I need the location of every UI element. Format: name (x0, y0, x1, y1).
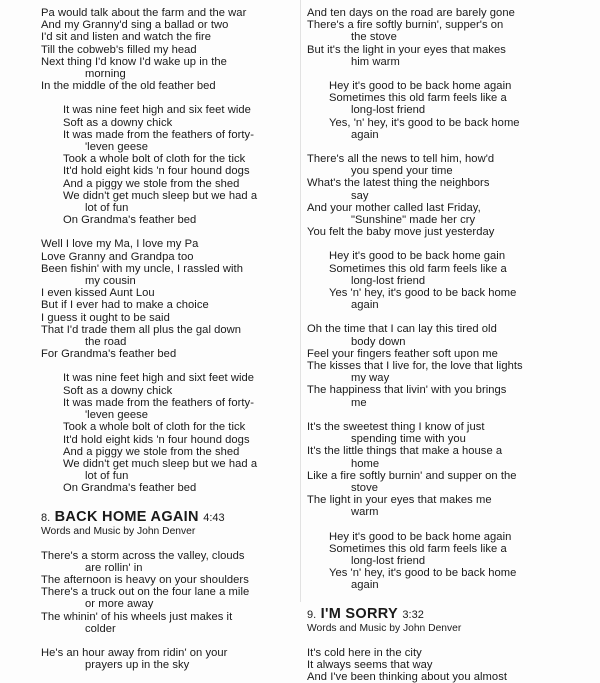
lyric-line: For Grandma's feather bed (41, 348, 177, 361)
lyric-line: Next thing I'd know I'd wake up in the (41, 55, 227, 68)
lyric-line: It always seems that way (307, 658, 433, 671)
lyric-line: There's a fire softly burnin', supper's on (307, 19, 504, 32)
lyric-line: There's a storm across the valley, clouds (41, 549, 245, 562)
lyric-line: again (351, 299, 379, 312)
stanza-gap (41, 226, 298, 238)
lyric-line: You felt the baby move just yesterday (307, 226, 495, 239)
lyric-line: On Grandma's feather bed (63, 214, 197, 227)
right-column (307, 7, 579, 683)
lyric-line: Took a whole bolt of cloth for the tick (63, 421, 246, 434)
lyric-line: Soft as a downy chick (63, 116, 173, 129)
song-9-title: I'M SORRY (320, 605, 398, 622)
song-9-credit: Words and Music by John Denver (307, 622, 462, 634)
lyric-line: Hey it's good to be back home gain (329, 250, 506, 263)
lyric-line: the road (85, 336, 127, 349)
back-home-again-lyrics-part-2 (307, 7, 579, 592)
lyric-line: Hey it's good to be back home again (329, 80, 512, 93)
stanza-gap (307, 238, 579, 250)
lyric-line: It's the little things that make a house a (307, 445, 503, 458)
lyric-line: It'd hold eight kids 'n four hound dogs (63, 165, 250, 178)
song-9-heading (307, 606, 579, 623)
song-8-heading (41, 509, 298, 526)
lyric-line: stove (351, 481, 378, 494)
lyric-line: And my Granny'd sing a ballad or two (41, 19, 229, 32)
lyric-line: And a piggy we stole from the shed (63, 445, 240, 458)
lyric-line: you spend your time (351, 165, 453, 178)
stanza-gap (307, 141, 579, 153)
lyric-line: prayers up in the sky (85, 659, 190, 672)
lyric-line: lot of fun (85, 202, 129, 215)
stanza-gap (41, 360, 298, 372)
lyric-line: Love Granny and Grandpa too (41, 250, 194, 263)
left-column (41, 7, 298, 671)
lyric-line: It was nine feet high and six feet wide (63, 104, 251, 117)
song-9-duration: 3:32 (402, 608, 424, 621)
lyric-line: Till the cobweb's filled my head (41, 43, 197, 56)
lyric-line: Sometimes this old farm feels like a (329, 92, 507, 105)
lyric-line: "Sunshine" made her cry (351, 214, 476, 227)
lyric-line: There's all the news to tell him, how'd (307, 153, 495, 166)
lyric-line: On Grandma's feather bed (63, 482, 197, 495)
lyric-line: But it's the light in your eyes that makes (307, 43, 506, 56)
lyric-line: 'leven geese (85, 141, 149, 154)
lyric-line: It's the sweetest thing I know of just (307, 420, 485, 433)
lyric-line: my way (351, 372, 390, 385)
lyric-line: again (351, 579, 379, 592)
lyric-line: It was made from the feathers of forty- (63, 128, 254, 141)
lyric-line: The light in your eyes that makes me (307, 494, 492, 507)
lyric-line: home (351, 457, 380, 470)
lyric-line: It's cold here in the city (307, 646, 422, 659)
lyric-line: Took a whole bolt of cloth for the tick (63, 153, 246, 166)
lyric-line: The kisses that I live for, the love that lights (307, 360, 523, 373)
lyric-line: lot of fun (85, 470, 129, 483)
lyric-line: warm (351, 506, 379, 519)
lyric-line: my cousin (85, 275, 136, 288)
lyric-line: The afternoon is heavy on your shoulders (41, 573, 249, 586)
lyric-line: say (351, 189, 369, 202)
song-8-number: 8. (41, 511, 51, 524)
lyric-line: long-lost friend (351, 274, 426, 287)
lyric-line: Yes 'n' hey, it's good to be back home (329, 287, 517, 300)
lyric-line: long-lost friend (351, 104, 426, 117)
lyric-line: long-lost friend (351, 554, 426, 567)
lyric-line: And a piggy we stole from the shed (63, 177, 240, 190)
lyric-line: It was made from the feathers of forty- (63, 396, 254, 409)
lyric-line: again (351, 128, 379, 141)
lyric-line: I even kissed Aunt Lou (41, 287, 155, 300)
lyric-line: body down (351, 335, 406, 348)
lyric-line: We didn't get much sleep but we had a (63, 457, 258, 470)
lyric-line: Been fishin' with my uncle, I rassled with (41, 262, 243, 275)
lyric-line: Yes 'n' hey, it's good to be back home (329, 567, 517, 580)
lyric-line: But if I ever had to make a choice (41, 299, 209, 312)
lyric-line: The whinin' of his wheels just makes it (41, 610, 233, 623)
lyric-line: 'leven geese (85, 409, 149, 422)
stanza-gap (307, 68, 579, 80)
song-8-title: BACK HOME AGAIN (54, 508, 199, 525)
lyric-line: There's a truck out on the four lane a mile (41, 586, 250, 599)
lyric-line: spending time with you (351, 433, 466, 446)
stanza-gap (307, 519, 579, 531)
lyric-line: That I'd trade them all plus the gal down (41, 323, 242, 336)
stanza-gap (41, 92, 298, 104)
song-9-number: 9. (307, 608, 317, 621)
lyric-line: Like a fire softly burnin' and supper on the (307, 469, 517, 482)
back-home-again-lyrics-part-1 (41, 550, 298, 672)
lyric-line: colder (85, 622, 116, 635)
lyric-line: him warm (351, 55, 400, 68)
lyric-line: Pa would talk about the farm and the war (41, 7, 247, 19)
lyric-line: Sometimes this old farm feels like a (329, 262, 507, 275)
lyric-line: Soft as a downy chick (63, 384, 173, 397)
lyric-line: What's the latest thing the neighbors (307, 177, 490, 190)
lyric-line: In the middle of the old feather bed (41, 80, 216, 93)
lyric-line: are rollin' in (85, 561, 143, 574)
lyric-line: the stove (351, 31, 397, 44)
lyric-line: me (351, 396, 367, 409)
lyric-line: I guess it ought to be said (41, 311, 170, 324)
lyric-line: We didn't get much sleep but we had a (63, 189, 258, 202)
lyric-line: Feel your fingers feather soft upon me (307, 347, 498, 360)
song-8-duration: 4:43 (203, 511, 225, 524)
lyric-line: The happiness that livin' with you brings (307, 384, 507, 397)
lyric-line: He's an hour away from ridin' on your (41, 646, 228, 659)
lyric-line: morning (85, 68, 126, 81)
lyric-line: And ten days on the road are barely gone (307, 7, 515, 19)
lyric-line: And your mother called last Friday, (307, 201, 481, 214)
lyric-line: It was nine feet high and sixt feet wide (63, 372, 255, 385)
lyric-line: It'd hold eight kids 'n four hound dogs (63, 433, 250, 446)
lyric-line: I'd sit and listen and watch the fire (41, 31, 212, 44)
lyric-line: Yes, 'n' hey, it's good to be back home (329, 116, 520, 129)
lyric-line: Hey it's good to be back home again (329, 530, 512, 543)
stanza-gap (307, 409, 579, 421)
lyric-line: And I've been thinking about you almost (307, 670, 507, 683)
feather-bed-lyrics (41, 7, 298, 495)
lyric-line: Oh the time that I can lay this tired old (307, 323, 497, 336)
song-8-credit: Words and Music by John Denver (41, 525, 196, 537)
lyric-line: or more away (85, 598, 154, 611)
stanza-gap (41, 635, 298, 647)
lyric-line: Sometimes this old farm feels like a (329, 542, 507, 555)
stanza-gap (307, 311, 579, 323)
column-divider (300, 0, 301, 602)
im-sorry-lyrics (307, 647, 579, 683)
lyric-line: Well I love my Ma, I love my Pa (41, 238, 199, 251)
